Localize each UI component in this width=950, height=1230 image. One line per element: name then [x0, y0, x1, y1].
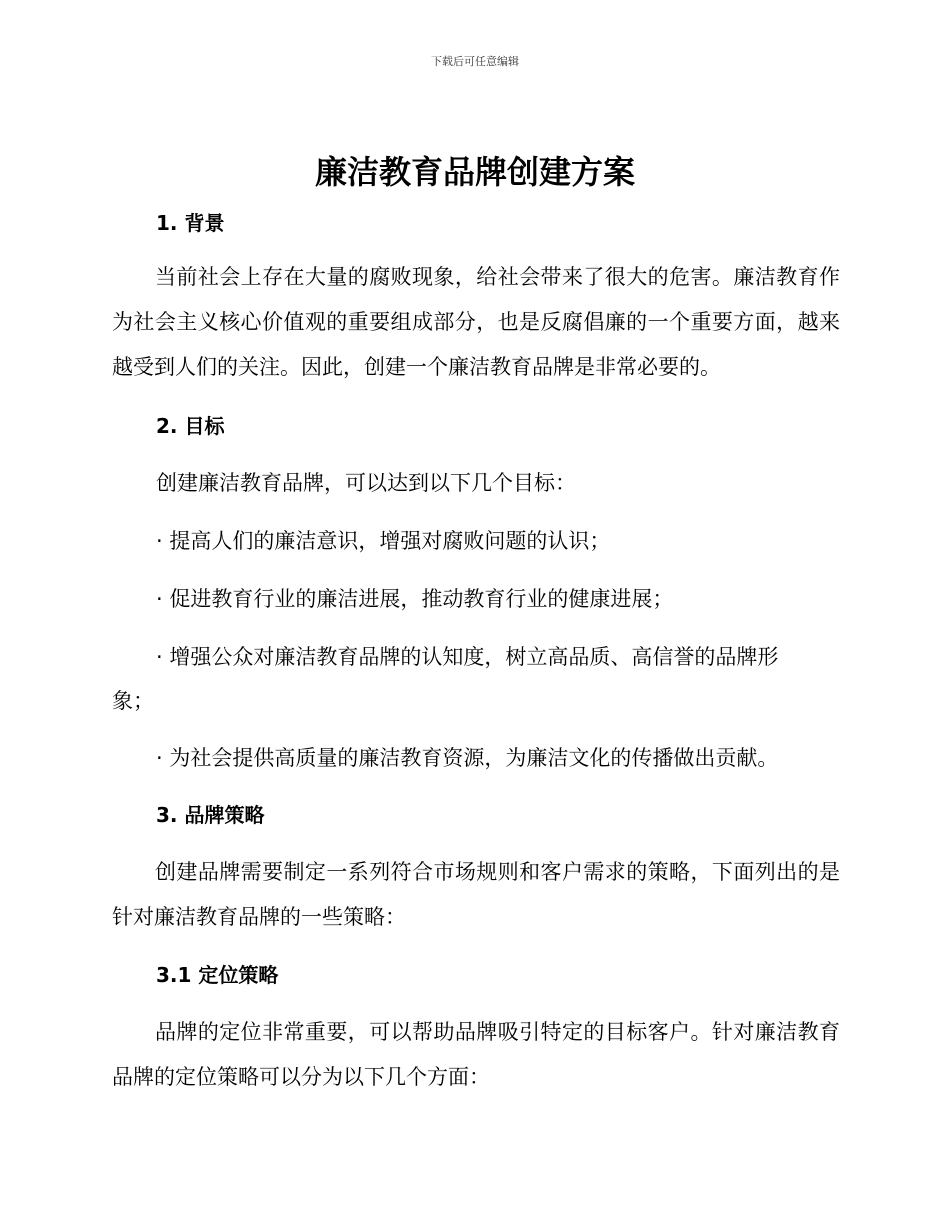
strategy-paragraph: 创建品牌需要制定一系列符合市场规则和客户需求的策略，下面列出的是针对廉洁教育品牌的一些策略：	[112, 860, 840, 929]
goals-bullet-2: · 促进教育行业的廉洁进展，推动教育行业的健康进展；	[156, 587, 674, 611]
document-title: 廉洁教育品牌创建方案	[314, 153, 635, 191]
section-heading-strategy: 3. 品牌策略	[156, 803, 265, 827]
page-header-note: 下载后可任意编辑	[431, 55, 519, 68]
positioning-paragraph: 品牌的定位非常重要，可以帮助品牌吸引特定的目标客户。针对廉洁教育品牌的定位策略可以分为以下几个方面：	[112, 1020, 840, 1089]
section-heading-background: 1. 背景	[156, 211, 225, 235]
goals-bullet-3-continued: 象；	[112, 689, 154, 713]
goals-bullet-3: · 增强公众对廉洁教育品牌的认知度，树立高品质、高信誉的品牌形	[156, 645, 779, 669]
goals-bullet-4: · 为社会提供高质量的廉洁教育资源，为廉洁文化的传播做出贡献。	[156, 746, 779, 770]
section-heading-goals: 2. 目标	[156, 414, 225, 438]
section-heading-positioning: 3.1 定位策略	[156, 963, 279, 987]
goals-intro: 创建廉洁教育品牌，可以达到以下几个目标：	[156, 471, 576, 495]
goals-bullet-1: · 提高人们的廉洁意识，增强对腐败问题的认识；	[156, 529, 611, 553]
background-paragraph: 当前社会上存在大量的腐败现象，给社会带来了很大的危害。廉洁教育作为社会主义核心价值观的重要组成部分，也是反腐倡廉的一个重要方面，越来越受到人们的关注。因此，创建一个廉洁教育品牌是非常必要的。	[112, 265, 840, 379]
